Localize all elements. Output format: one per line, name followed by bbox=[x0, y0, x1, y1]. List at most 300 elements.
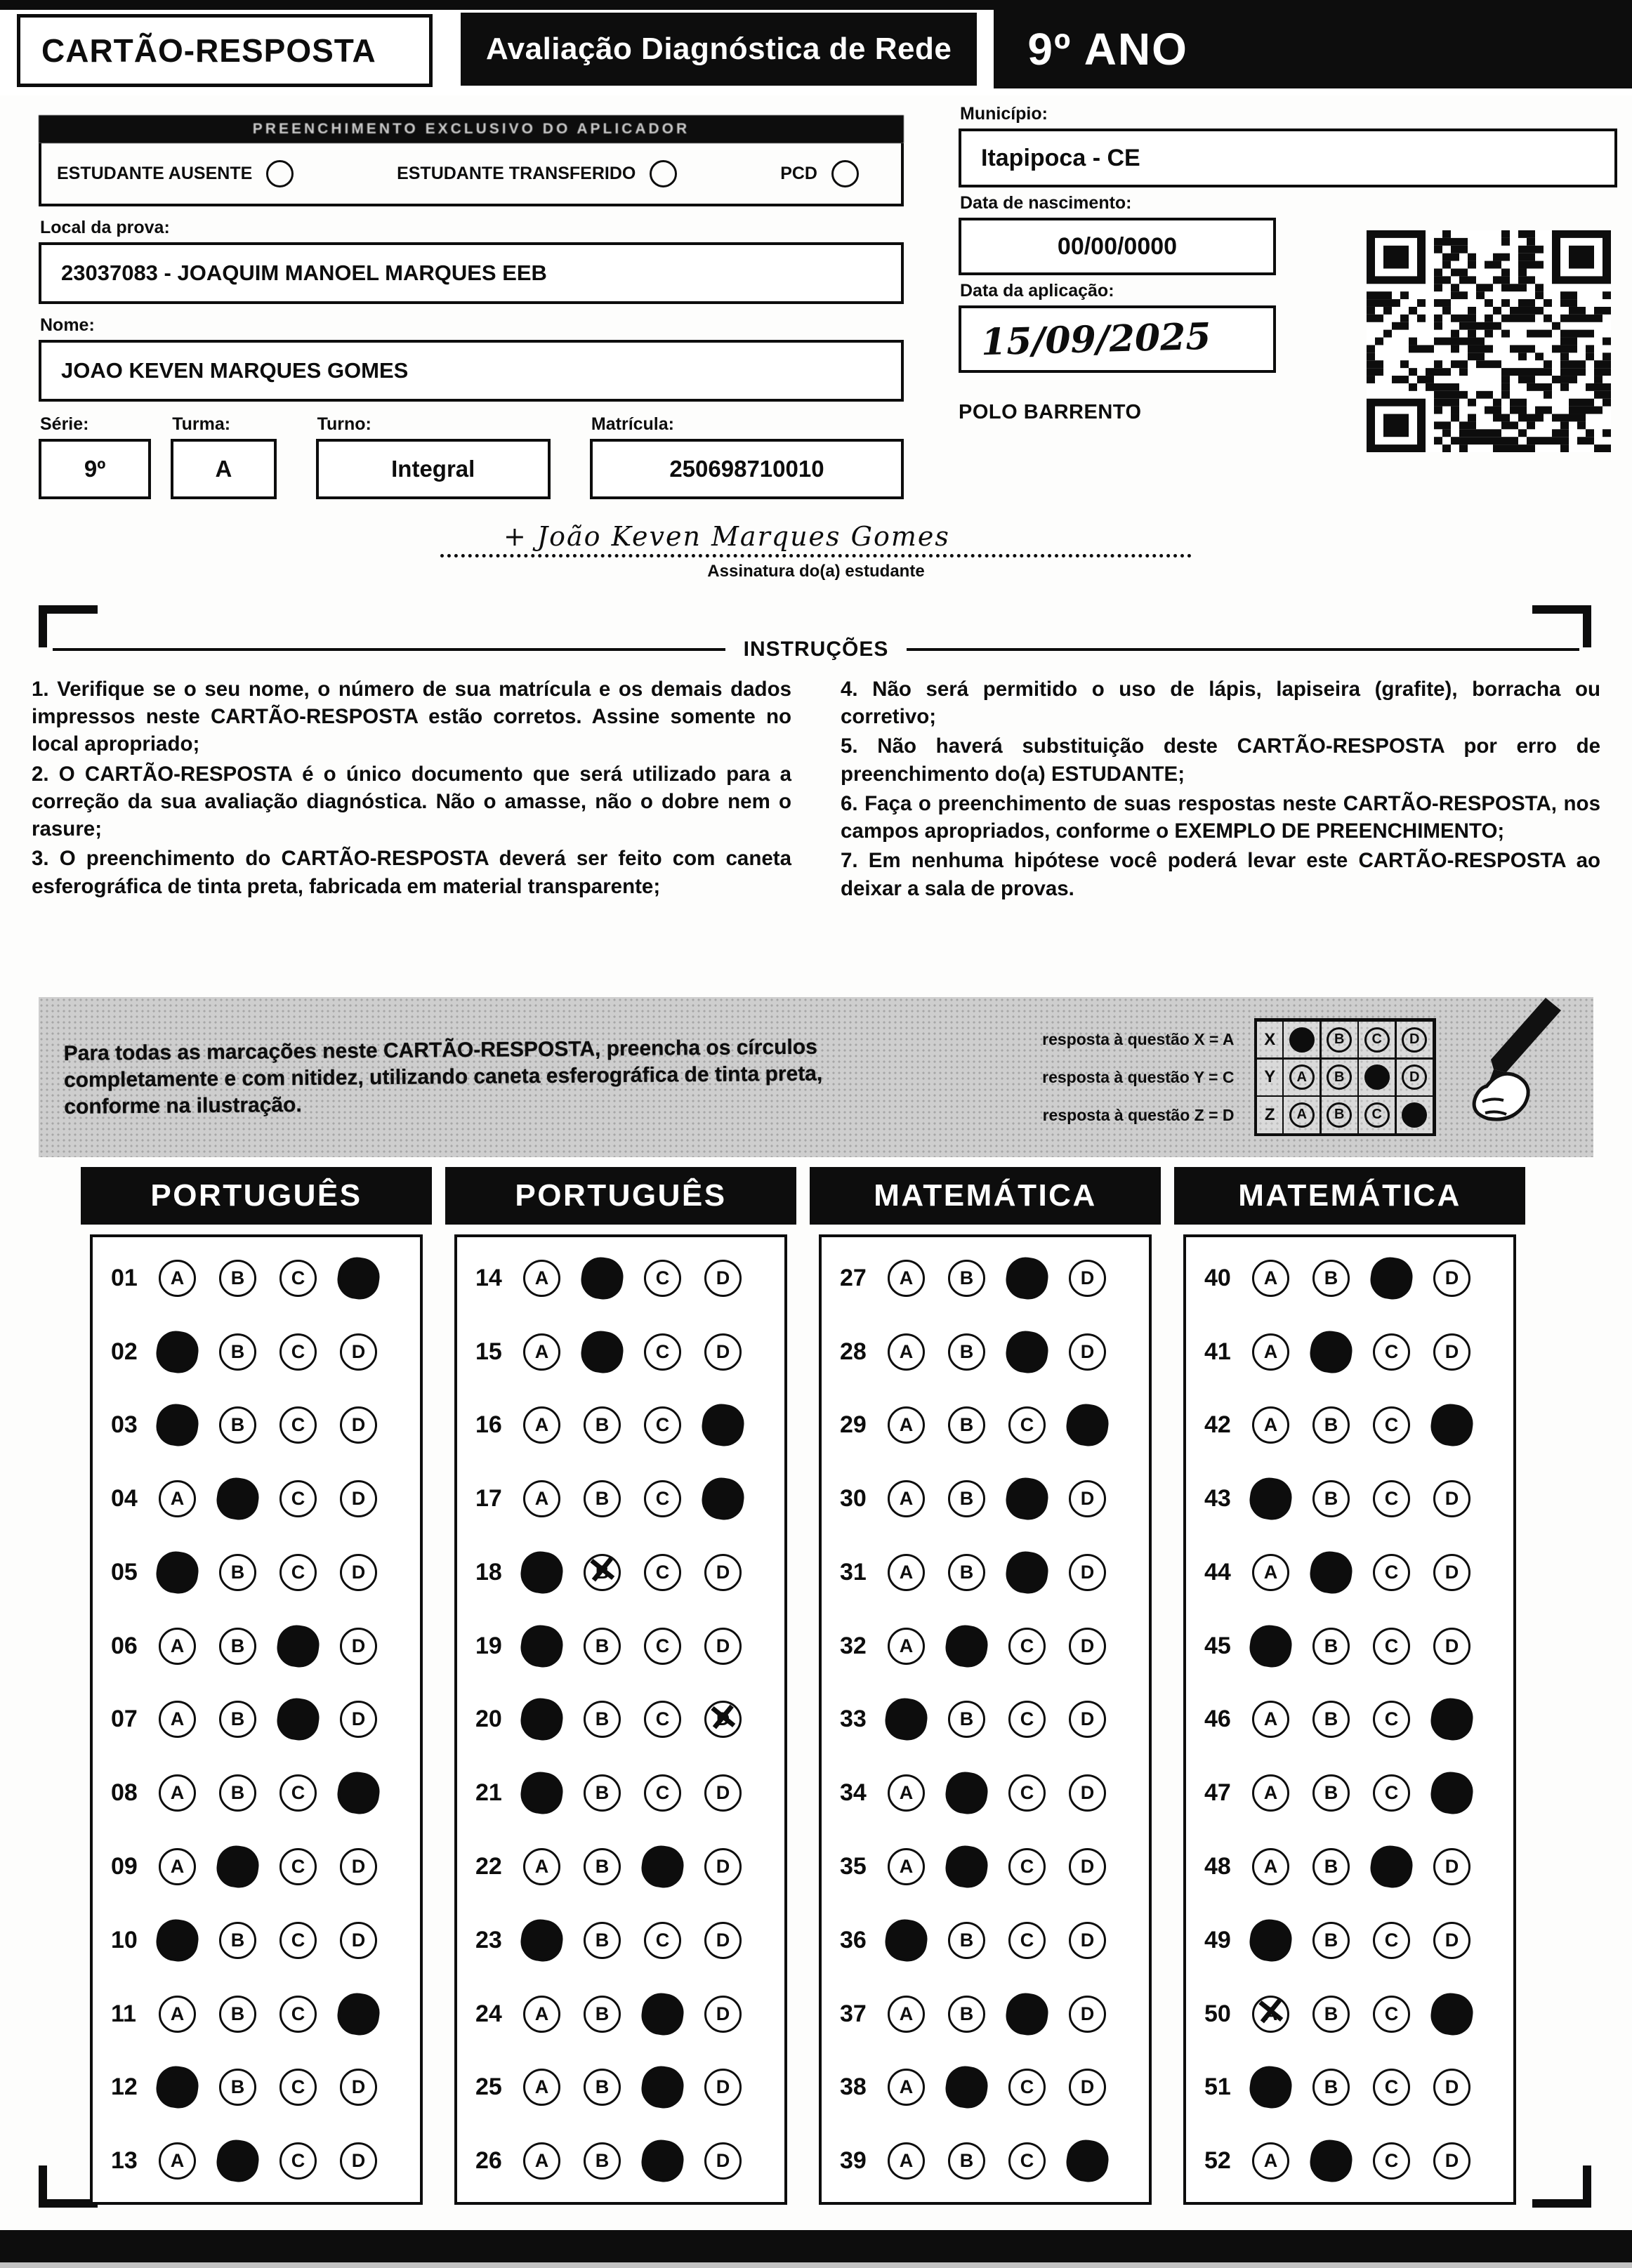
serie-field bbox=[39, 403, 151, 499]
answer-column-2 bbox=[445, 1167, 796, 2205]
bubble-d: D bbox=[1433, 1260, 1470, 1297]
turma-value: A bbox=[171, 439, 276, 499]
signature-area bbox=[0, 521, 1632, 581]
turno-label: Turno: bbox=[317, 414, 371, 434]
bubble-c: C bbox=[279, 1554, 317, 1591]
signature-caption: Assinatura do(a) estudante bbox=[707, 562, 925, 581]
question-number: 38 bbox=[840, 2073, 867, 2101]
example-row-z bbox=[1257, 1096, 1434, 1134]
bubble-a bbox=[518, 1769, 565, 1817]
question-number: 04 bbox=[111, 1485, 138, 1512]
hand-pen-illustration bbox=[1442, 996, 1568, 1130]
bubble-d bbox=[1428, 1696, 1475, 1743]
bubble-d: D bbox=[1433, 1554, 1470, 1591]
bubble-b: B bbox=[219, 1554, 256, 1591]
bubble-b bbox=[943, 2064, 990, 2111]
bubble-c: C bbox=[1373, 1480, 1410, 1517]
bubble-c bbox=[275, 1623, 322, 1670]
bubble-a: A bbox=[1252, 1260, 1289, 1297]
column-box bbox=[90, 1234, 423, 2205]
bubble-c: C bbox=[279, 2142, 317, 2180]
bubble-d: D bbox=[1069, 1628, 1106, 1665]
bubble-a: A bbox=[523, 2142, 560, 2180]
nome-label: Nome: bbox=[40, 315, 95, 335]
bubble-c bbox=[1003, 1255, 1051, 1302]
bubble-b: B bbox=[1312, 1480, 1350, 1517]
sheet-title: CARTÃO-RESPOSTA bbox=[17, 14, 433, 87]
answer-row-27 bbox=[840, 1260, 1131, 1297]
bubble-d: D bbox=[1069, 1333, 1106, 1371]
answer-row-19 bbox=[475, 1628, 766, 1665]
bubble-d: D bbox=[1069, 1774, 1106, 1812]
bubble-d: D bbox=[340, 1922, 377, 1959]
column-header: PORTUGUÊS bbox=[81, 1167, 432, 1225]
bubble-a bbox=[518, 1549, 565, 1596]
question-number: 28 bbox=[840, 1338, 867, 1365]
bubble-d: D bbox=[704, 1996, 742, 2033]
answer-column-1 bbox=[81, 1167, 432, 2205]
question-number: 40 bbox=[1204, 1264, 1231, 1291]
answer-row-09 bbox=[111, 1848, 402, 1885]
bubble-a: A bbox=[888, 2142, 925, 2180]
bubble-b bbox=[214, 1475, 261, 1522]
bubble-a: A bbox=[1252, 1774, 1289, 1812]
answer-row-29 bbox=[840, 1406, 1131, 1444]
answer-row-10 bbox=[111, 1922, 402, 1959]
answer-row-11 bbox=[111, 1996, 402, 2033]
bubble-c: C bbox=[279, 1922, 317, 1959]
bubble-b: B bbox=[219, 1333, 256, 1371]
bubble-b: B bbox=[584, 1774, 621, 1812]
instruction-item: 3. O preenchimento do CARTÃO-RESPOSTA deverá ser feito com caneta esferográfica de tinta preta, fabricada em material transparente; bbox=[32, 847, 791, 898]
bubble-b: B bbox=[584, 1480, 621, 1517]
bubble-d: D bbox=[1069, 1848, 1106, 1885]
bubble-c bbox=[639, 1991, 686, 2038]
bubble-d: D bbox=[704, 1333, 742, 1371]
bubble-b: B bbox=[584, 1701, 621, 1738]
bubble-b: B bbox=[948, 1996, 985, 2033]
bubble-a: A bbox=[888, 1333, 925, 1371]
bubble-c: C bbox=[279, 2069, 317, 2106]
turno-field bbox=[316, 403, 551, 499]
bubble-c: C bbox=[1373, 1701, 1410, 1738]
form-area bbox=[0, 98, 1632, 520]
bubble-b: B bbox=[1312, 1848, 1350, 1885]
bubble-c bbox=[1368, 1843, 1415, 1890]
column-box bbox=[454, 1234, 787, 2205]
bubble-c: C bbox=[279, 1480, 317, 1517]
answer-row-08 bbox=[111, 1774, 402, 1812]
bubble-c: C bbox=[644, 1701, 681, 1738]
checkbox-pcd bbox=[780, 160, 859, 187]
question-number: 34 bbox=[840, 1779, 867, 1807]
question-number: 09 bbox=[111, 1853, 138, 1880]
answer-row-26 bbox=[475, 2142, 766, 2180]
qr-code bbox=[1367, 230, 1611, 452]
answer-row-48 bbox=[1204, 1848, 1495, 1885]
bubble-a: A bbox=[159, 1701, 196, 1738]
bubble-a bbox=[1247, 1623, 1294, 1670]
checkbox-circle bbox=[650, 160, 677, 187]
bubble-c bbox=[639, 1843, 686, 1890]
bubble-b: B bbox=[1312, 1774, 1350, 1812]
instructions-title-row bbox=[32, 638, 1600, 661]
answer-row-23 bbox=[475, 1922, 766, 1959]
question-number: 41 bbox=[1204, 1338, 1231, 1365]
question-number: 20 bbox=[475, 1706, 502, 1733]
example-cell bbox=[1395, 1095, 1434, 1135]
nascimento-label: Data de nascimento: bbox=[960, 193, 1132, 213]
bubble-b: B bbox=[584, 1922, 621, 1959]
bubble-d: D bbox=[704, 1922, 742, 1959]
bubble-a bbox=[518, 1696, 565, 1743]
bubble-b bbox=[579, 1255, 626, 1302]
small-fields-row bbox=[39, 403, 904, 499]
serie-value: 9º bbox=[39, 439, 151, 499]
answer-row-05 bbox=[111, 1554, 402, 1591]
bubble-c bbox=[1003, 1991, 1051, 2038]
bubble-d: D bbox=[1069, 2069, 1106, 2106]
form-left-column bbox=[39, 98, 904, 499]
question-number: 29 bbox=[840, 1411, 867, 1439]
question-number: 05 bbox=[111, 1558, 138, 1585]
answer-row-46 bbox=[1204, 1701, 1495, 1738]
bubble-b: B bbox=[584, 1628, 621, 1665]
legend-line-z: resposta à questão Z = D bbox=[1042, 1106, 1235, 1124]
bubble-c: C bbox=[644, 1406, 681, 1444]
bubble-c: C bbox=[1373, 1996, 1410, 2033]
bubble-c bbox=[639, 2064, 686, 2111]
bubble-d: D bbox=[704, 1260, 742, 1297]
question-number: 39 bbox=[840, 2147, 867, 2175]
bubble-d: D bbox=[340, 1628, 377, 1665]
bubble-b: B bbox=[948, 1922, 985, 1959]
bubble-d: D bbox=[704, 2142, 742, 2180]
bubble-b: B bbox=[948, 1480, 985, 1517]
bubble-c: C bbox=[1008, 1701, 1046, 1738]
fill-instructions-text: Para todas as marcações neste CARTÃO-RESPOSTA, preencha os círculos completamente e com nitidez, utilizando caneta esferográfica de tinta preta, conforme na ilustração. bbox=[63, 1035, 823, 1119]
bubble-b: B bbox=[948, 1554, 985, 1591]
bubble-d: D ✕ bbox=[704, 1701, 742, 1738]
instructions-columns bbox=[32, 675, 1600, 904]
question-number: 18 bbox=[475, 1558, 502, 1585]
bubble-b: B bbox=[219, 1701, 256, 1738]
question-number: 22 bbox=[475, 1853, 502, 1880]
column-header: MATEMÁTICA bbox=[810, 1167, 1161, 1225]
answer-row-02 bbox=[111, 1333, 402, 1371]
bubble-c: C bbox=[644, 1333, 681, 1371]
question-number: 03 bbox=[111, 1411, 138, 1439]
bubble-b: B bbox=[948, 1406, 985, 1444]
checkbox-label: ESTUDANTE TRANSFERIDO bbox=[397, 163, 636, 183]
bubble-a bbox=[154, 1917, 201, 1964]
bubble-c: C bbox=[644, 1774, 681, 1812]
polo-label: POLO BARRENTO bbox=[959, 401, 1142, 423]
instruction-item: 7. Em nenhuma hipótese você poderá levar este CARTÃO-RESPOSTA ao deixar a sala de provas. bbox=[841, 849, 1600, 900]
question-number: 30 bbox=[840, 1485, 867, 1512]
nome-value: JOAO KEVEN MARQUES GOMES bbox=[39, 340, 904, 402]
bubble-c: C bbox=[1008, 1922, 1046, 1959]
question-number: 24 bbox=[475, 2000, 502, 2027]
turma-field bbox=[171, 403, 276, 499]
answer-row-03 bbox=[111, 1406, 402, 1444]
bubble-b bbox=[214, 2137, 261, 2184]
example-row-label: Z bbox=[1256, 1095, 1284, 1135]
exam-title: Avaliação Diagnóstica de Rede bbox=[461, 13, 977, 86]
turma-label: Turma: bbox=[172, 414, 231, 434]
bubble-a: A bbox=[523, 1260, 560, 1297]
bubble-a: A bbox=[1252, 1701, 1289, 1738]
question-number: 21 bbox=[475, 1779, 502, 1807]
bubble-d bbox=[1064, 2137, 1111, 2184]
instructions-section bbox=[32, 638, 1600, 904]
bubble-a: A ✕ bbox=[1252, 1996, 1289, 2033]
fill-example-banner bbox=[39, 997, 1593, 1157]
bubble-a: A bbox=[888, 1406, 925, 1444]
bubble-a: A bbox=[888, 1848, 925, 1885]
bubble-b: B bbox=[219, 1406, 256, 1444]
question-number: 10 bbox=[111, 1926, 138, 1953]
bubble-a: A bbox=[888, 1260, 925, 1297]
answer-row-28 bbox=[840, 1333, 1131, 1371]
bubble-b bbox=[943, 1843, 990, 1890]
question-number: 49 bbox=[1204, 1926, 1231, 1953]
answer-row-39 bbox=[840, 2142, 1131, 2180]
question-number: 46 bbox=[1204, 1706, 1231, 1733]
answer-row-49 bbox=[1204, 1922, 1495, 1959]
checkbox-circle bbox=[266, 160, 294, 187]
legend-line-y: resposta à questão Y = C bbox=[1042, 1068, 1235, 1086]
bubble-d bbox=[335, 1255, 382, 1302]
answer-column-3 bbox=[810, 1167, 1161, 2205]
example-cell bbox=[1395, 1020, 1434, 1060]
bubble-b bbox=[943, 1769, 990, 1817]
answer-row-04 bbox=[111, 1480, 402, 1517]
answer-row-32 bbox=[840, 1628, 1131, 1665]
checkbox-circle bbox=[831, 160, 859, 187]
bubble-a: A bbox=[888, 1554, 925, 1591]
answer-row-15 bbox=[475, 1333, 766, 1371]
bubble-c: C bbox=[1373, 1406, 1410, 1444]
bubble-d: D bbox=[1433, 2142, 1470, 2180]
bubble-a: A bbox=[888, 1480, 925, 1517]
bubble-a bbox=[1247, 1917, 1294, 1964]
bubble-d: D bbox=[340, 1701, 377, 1738]
question-number: 25 bbox=[475, 2073, 502, 2101]
example-cell bbox=[1357, 1020, 1397, 1060]
answer-row-41 bbox=[1204, 1333, 1495, 1371]
question-number: 07 bbox=[111, 1706, 138, 1733]
bubble-a: A bbox=[523, 2069, 560, 2106]
question-number: 47 bbox=[1204, 1779, 1231, 1807]
question-number: 11 bbox=[111, 2000, 136, 2027]
instruction-item: 1. Verifique se o seu nome, o número de sua matrícula e os demais dados impressos neste CARTÃO-RESPOSTA estão corretos. Assine somente no local apropriado; bbox=[32, 678, 791, 756]
bubble-d: D bbox=[1069, 1480, 1106, 1517]
bubble-b: B bbox=[584, 1848, 621, 1885]
bubble-b: B bbox=[584, 1996, 621, 2033]
example-cell bbox=[1320, 1020, 1359, 1060]
instruction-item: 2. O CARTÃO-RESPOSTA é o único documento que será utilizado para a correção da sua avaliação diagnóstica. Não o amasse, não o dobre nem o rasure; bbox=[32, 762, 791, 841]
answer-row-33 bbox=[840, 1701, 1131, 1738]
bubble-b: B bbox=[219, 1996, 256, 2033]
column-box bbox=[1183, 1234, 1516, 2205]
bubble-b: B bbox=[948, 1260, 985, 1297]
answer-row-16 bbox=[475, 1406, 766, 1444]
bubble-a bbox=[883, 1696, 930, 1743]
question-number: 23 bbox=[475, 1926, 502, 1953]
question-number: 08 bbox=[111, 1779, 138, 1807]
bubble-a: A bbox=[888, 1628, 925, 1665]
bubble-c: C bbox=[1373, 1333, 1410, 1371]
question-number: 17 bbox=[475, 1485, 502, 1512]
bubble-c: C bbox=[1008, 2069, 1046, 2106]
bubble-b: B ✕ bbox=[584, 1554, 621, 1591]
column-header: MATEMÁTICA bbox=[1174, 1167, 1525, 1225]
bubble-d: D bbox=[1433, 1848, 1470, 1885]
bubble-d: D bbox=[704, 1774, 742, 1812]
example-bubble-d bbox=[1402, 1102, 1427, 1128]
local-prova-value: 23037083 - JOAQUIM MANOEL MARQUES EEB bbox=[39, 242, 904, 304]
answer-row-06 bbox=[111, 1628, 402, 1665]
bubble-c: C bbox=[1373, 1922, 1410, 1959]
bubble-d: D bbox=[1069, 1701, 1106, 1738]
bubble-b: B bbox=[219, 1922, 256, 1959]
serie-label: Série: bbox=[40, 414, 89, 434]
checkbox-estudante-transferido bbox=[397, 160, 677, 187]
question-number: 32 bbox=[840, 1632, 867, 1659]
bubble-d: D bbox=[1433, 2069, 1470, 2106]
bubble-b: B bbox=[1312, 1701, 1350, 1738]
example-bubble-d: D bbox=[1402, 1027, 1427, 1053]
answer-row-52 bbox=[1204, 2142, 1495, 2180]
question-number: 01 bbox=[111, 1264, 138, 1291]
example-cell bbox=[1282, 1095, 1322, 1135]
example-cell bbox=[1282, 1020, 1322, 1060]
answer-column-4 bbox=[1174, 1167, 1525, 2205]
bubble-a: A bbox=[888, 1774, 925, 1812]
column-header: PORTUGUÊS bbox=[445, 1167, 796, 1225]
bubble-a: A bbox=[159, 1480, 196, 1517]
bubble-a bbox=[154, 1549, 201, 1596]
bubble-d bbox=[335, 1769, 382, 1817]
question-number: 27 bbox=[840, 1264, 867, 1291]
answer-row-38 bbox=[840, 2069, 1131, 2106]
bubble-b bbox=[579, 1329, 626, 1376]
answer-row-14 bbox=[475, 1260, 766, 1297]
question-number: 33 bbox=[840, 1706, 867, 1733]
bubble-d: D bbox=[1433, 1922, 1470, 1959]
answer-row-17 bbox=[475, 1480, 766, 1517]
bubble-b: B bbox=[1312, 2069, 1350, 2106]
bubble-d: D bbox=[1069, 1554, 1106, 1591]
answer-row-07 bbox=[111, 1701, 402, 1738]
bubble-a: A bbox=[888, 1996, 925, 2033]
bubble-b: B bbox=[1312, 1628, 1350, 1665]
bubble-a bbox=[154, 2064, 201, 2111]
bubble-c: C bbox=[1008, 1406, 1046, 1444]
answer-row-25 bbox=[475, 2069, 766, 2106]
bubble-b: B bbox=[1312, 1260, 1350, 1297]
question-number: 31 bbox=[840, 1558, 867, 1585]
checkbox-label: PCD bbox=[780, 163, 817, 183]
answer-row-50 bbox=[1204, 1996, 1495, 2033]
question-number: 36 bbox=[840, 1926, 867, 1953]
bubble-b: B bbox=[948, 1333, 985, 1371]
question-number: 44 bbox=[1204, 1558, 1231, 1585]
bubble-c: C bbox=[279, 1774, 317, 1812]
example-bubble-c bbox=[1364, 1064, 1390, 1090]
bubble-c: C bbox=[1373, 2069, 1410, 2106]
bubble-a bbox=[154, 1329, 201, 1376]
bubble-b: B bbox=[1312, 1996, 1350, 2033]
answer-row-43 bbox=[1204, 1480, 1495, 1517]
question-number: 19 bbox=[475, 1632, 502, 1659]
answer-row-51 bbox=[1204, 2069, 1495, 2106]
bottom-black-bar bbox=[0, 2230, 1632, 2262]
bubble-d bbox=[1428, 1402, 1475, 1449]
municipio-value: Itapipoca - CE bbox=[959, 128, 1617, 187]
answer-row-12 bbox=[111, 2069, 402, 2106]
answer-row-44 bbox=[1204, 1554, 1495, 1591]
example-bubble-c: C bbox=[1364, 1027, 1390, 1053]
bubble-c: C bbox=[1008, 1628, 1046, 1665]
example-bubble-a: A bbox=[1289, 1102, 1315, 1128]
bubble-b: B bbox=[584, 2069, 621, 2106]
answer-row-37 bbox=[840, 1996, 1131, 2033]
bubble-c: C bbox=[1373, 1774, 1410, 1812]
bubble-b: B bbox=[1312, 1406, 1350, 1444]
answer-row-40 bbox=[1204, 1260, 1495, 1297]
answer-row-30 bbox=[840, 1480, 1131, 1517]
question-number: 26 bbox=[475, 2147, 502, 2175]
bubble-d: D bbox=[340, 2069, 377, 2106]
answer-row-36 bbox=[840, 1922, 1131, 1959]
bubble-c: C bbox=[644, 1628, 681, 1665]
bubble-c: C bbox=[644, 1922, 681, 1959]
question-number: 51 bbox=[1204, 2073, 1231, 2101]
bubble-d: D bbox=[704, 1848, 742, 1885]
bubble-c bbox=[639, 2137, 686, 2184]
bubble-d: D bbox=[1433, 1628, 1470, 1665]
aplicacao-label: Data da aplicação: bbox=[960, 281, 1114, 301]
example-bubble-a bbox=[1289, 1027, 1315, 1053]
bubble-a bbox=[883, 1917, 930, 1964]
bubble-c bbox=[275, 1696, 322, 1743]
bubble-a bbox=[518, 1917, 565, 1964]
bubble-d bbox=[699, 1402, 746, 1449]
question-number: 06 bbox=[111, 1632, 138, 1659]
example-row-x bbox=[1257, 1021, 1434, 1059]
answer-row-42 bbox=[1204, 1406, 1495, 1444]
bubble-c bbox=[1003, 1549, 1051, 1596]
bubble-d: D bbox=[340, 1848, 377, 1885]
bubble-b: B bbox=[948, 1701, 985, 1738]
bubble-b: B bbox=[1312, 1922, 1350, 1959]
answer-row-20 bbox=[475, 1701, 766, 1738]
bubble-c: C bbox=[279, 1848, 317, 1885]
bubble-d: D bbox=[704, 2069, 742, 2106]
aplicador-bar: PREENCHIMENTO EXCLUSIVO DO APLICADOR bbox=[39, 115, 904, 143]
answer-row-24 bbox=[475, 1996, 766, 2033]
bubble-d: D bbox=[340, 1406, 377, 1444]
question-number: 14 bbox=[475, 1264, 502, 1291]
instruction-item: 5. Não haverá substituição deste CARTÃO-RESPOSTA por erro de preenchimento do(a) ESTUDANTE; bbox=[841, 734, 1600, 786]
bubble-d: D bbox=[704, 1554, 742, 1591]
bubble-c: C bbox=[279, 1260, 317, 1297]
bubble-a: A bbox=[523, 1406, 560, 1444]
instruction-item: 4. Não será permitido o uso de lápis, lapiseira (grafite), borracha ou corretivo; bbox=[841, 678, 1600, 729]
answer-grid bbox=[81, 1167, 1525, 2205]
